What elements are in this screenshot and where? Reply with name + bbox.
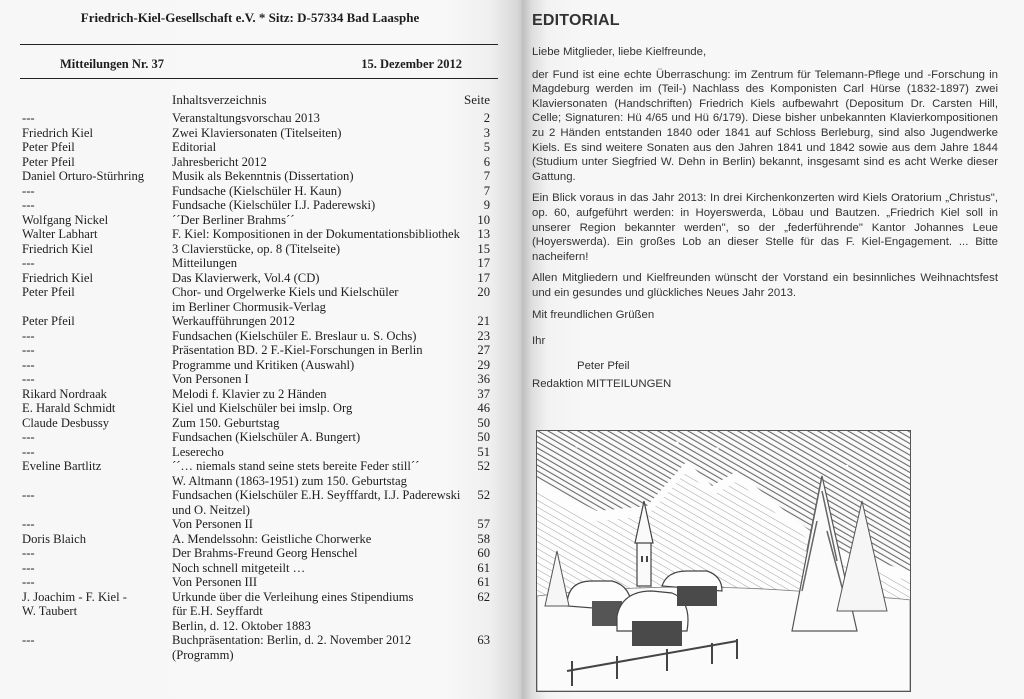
toc-author: --- bbox=[22, 372, 35, 386]
toc-entry bbox=[22, 140, 490, 155]
toc-page-number: 61 bbox=[477, 575, 490, 589]
toc-entry bbox=[22, 532, 490, 547]
toc-entry bbox=[22, 387, 490, 402]
toc-author: Peter Pfeil bbox=[22, 140, 75, 154]
toc-title-line: Musik als Bekenntnis (Dissertation) bbox=[172, 169, 354, 183]
toc-entry bbox=[22, 561, 490, 576]
toc-page-number: 2 bbox=[483, 111, 490, 125]
toc-author: Doris Blaich bbox=[22, 531, 87, 546]
toc-author: --- bbox=[22, 198, 35, 212]
toc-entry bbox=[22, 126, 490, 141]
toc-author: --- bbox=[22, 328, 35, 343]
toc-title-line: Kiel und Kielschüler bei imslp. Org bbox=[172, 401, 353, 415]
toc-title bbox=[172, 488, 464, 517]
toc-page-number: 17 bbox=[477, 256, 490, 270]
toc-author: --- bbox=[22, 357, 35, 372]
toc-page-number: 63 bbox=[477, 633, 490, 647]
toc-title bbox=[172, 459, 464, 488]
toc-title-line: Zwei Klaviersonaten (Titelseiten) bbox=[172, 125, 342, 140]
editorial-signature: Peter Pfeil bbox=[577, 359, 630, 372]
toc-title-line: Editorial bbox=[172, 140, 217, 154]
toc-title bbox=[172, 140, 464, 155]
toc-page-number: 37 bbox=[477, 386, 490, 401]
editorial-paragraph: Allen Mitgliedern und Kielfreunden wünscht der Vorstand ein besinnliches Weihnachtsfest und ein gesundes und glückliches Neues Jahr 2013. bbox=[532, 272, 998, 299]
toc-page-number: 23 bbox=[477, 328, 490, 343]
header-rule-bottom bbox=[20, 78, 498, 79]
toc-entry bbox=[22, 546, 490, 561]
toc-title-line: Von Personen I bbox=[172, 372, 249, 386]
toc-entry bbox=[22, 372, 490, 387]
toc-title bbox=[172, 198, 464, 213]
toc-page-number: 21 bbox=[477, 314, 490, 328]
editorial-paragraph: Ein Blick voraus in das Jahr 2013: In drei Kirchenkonzerten wird Kiels Oratorium „Christus", op. 60, aufgeführt werden: in Hoyerswerda, Löbau und Bautzen. „Friedrich Kiel soll in unserer Region bekannter werden", so der „federführende" Kantor Johannes Leue (Hoyerswerda). Ein großes Lob an dieser Stelle für das F. Kiel-Engagement. ... Bitte nacheifern! bbox=[532, 192, 998, 263]
toc-page-number: 52 bbox=[477, 488, 490, 502]
toc-entry bbox=[22, 314, 490, 329]
toc-author: Walter Labhart bbox=[22, 227, 98, 241]
toc-author: Friedrich Kiel bbox=[22, 270, 93, 285]
toc-title bbox=[172, 590, 464, 634]
toc-author: Peter Pfeil bbox=[22, 285, 75, 299]
toc-entry bbox=[22, 590, 490, 634]
toc-author: Friedrich Kiel bbox=[22, 241, 93, 256]
toc-page-number: 6 bbox=[483, 154, 490, 169]
toc-title-line: Fundsache (Kielschüler I.J. Paderewski) bbox=[172, 198, 376, 212]
toc-page-number: 58 bbox=[477, 531, 490, 546]
toc-title-line: Das Klavierwerk, Vol.4 (CD) bbox=[172, 270, 320, 285]
toc-author: Peter Pfeil bbox=[22, 314, 75, 328]
toc-title bbox=[172, 227, 464, 242]
toc-header bbox=[172, 92, 490, 108]
toc-title bbox=[172, 184, 464, 199]
toc-title-line: F. Kiel: Kompositionen in der Dokumentationsbibliothek bbox=[172, 227, 460, 241]
toc-title bbox=[172, 329, 464, 344]
editorial-role: Redaktion MITTEILUNGEN bbox=[532, 378, 672, 391]
toc-author: --- bbox=[22, 444, 35, 459]
toc-entry bbox=[22, 633, 490, 662]
editorial-title: EDITORIAL bbox=[532, 12, 620, 29]
toc-title-line: Werkaufführungen 2012 bbox=[172, 314, 295, 328]
toc-author: --- bbox=[22, 546, 35, 560]
toc-author: --- bbox=[22, 560, 35, 575]
toc-title-line: ´´Der Berliner Brahms´´ bbox=[172, 212, 295, 227]
toc-title-line: im Berliner Chormusik-Verlag bbox=[172, 299, 326, 314]
toc-author: --- bbox=[22, 343, 35, 357]
toc-title-line: für E.H. Seyffardt bbox=[172, 604, 263, 618]
toc-title-line: Fundsachen (Kielschüler E.H. Seyfffardt, I.J. Paderewski bbox=[172, 488, 461, 502]
toc-entry bbox=[22, 184, 490, 199]
toc-title-line: ´´… niemals stand seine stets bereite Feder still´´ bbox=[172, 459, 420, 473]
toc-page-number: 7 bbox=[483, 169, 490, 183]
toc-entry bbox=[22, 459, 490, 488]
org-header: Friedrich-Kiel-Gesellschaft e.V. * Sitz: D-57334 Bad Laasphe bbox=[80, 10, 420, 25]
toc-page-number: 3 bbox=[483, 125, 490, 140]
toc-author: --- bbox=[22, 256, 35, 270]
header-rule-top bbox=[20, 44, 498, 45]
toc-page-number: 17 bbox=[477, 270, 490, 285]
toc-title-line: Zum 150. Geburtstag bbox=[172, 415, 280, 430]
toc-page-number: 60 bbox=[477, 546, 490, 560]
winter-village-illustration bbox=[536, 430, 911, 692]
toc-title-line: (Programm) bbox=[172, 647, 234, 662]
toc-page-number: 50 bbox=[477, 415, 490, 430]
toc-author: Claude Desbussy bbox=[22, 415, 110, 430]
issue-row bbox=[60, 57, 462, 72]
toc-title bbox=[172, 561, 464, 576]
toc-title bbox=[172, 155, 464, 170]
toc-author: --- bbox=[22, 488, 35, 502]
toc-entry bbox=[22, 242, 490, 257]
toc-title bbox=[172, 271, 464, 286]
toc-title bbox=[172, 126, 464, 141]
toc-entry bbox=[22, 575, 490, 590]
toc-page-number: 20 bbox=[477, 285, 490, 299]
table-of-contents bbox=[22, 111, 490, 662]
toc-title bbox=[172, 401, 464, 416]
toc-entry bbox=[22, 111, 490, 126]
toc-title bbox=[172, 387, 464, 402]
toc-title-line: Fundsache (Kielschüler H. Kaun) bbox=[172, 183, 342, 198]
toc-page-number: 27 bbox=[477, 343, 490, 357]
toc-title-line: Fundsachen (Kielschüler E. Breslaur u. S. Ochs) bbox=[172, 328, 417, 343]
toc-entry bbox=[22, 169, 490, 184]
toc-heading: Inhaltsverzeichnis bbox=[172, 92, 267, 107]
toc-page-number: 61 bbox=[477, 560, 490, 575]
toc-entry bbox=[22, 256, 490, 271]
toc-entry bbox=[22, 416, 490, 431]
right-page bbox=[522, 0, 1024, 699]
toc-author: Friedrich Kiel bbox=[22, 125, 93, 140]
toc-title bbox=[172, 517, 464, 532]
toc-title bbox=[172, 242, 464, 257]
toc-title-line: W. Altmann (1863-1951) zum 150. Geburtstag bbox=[172, 473, 407, 488]
issue-date: 15. Dezember 2012 bbox=[361, 57, 462, 71]
toc-page-number: 5 bbox=[483, 140, 490, 154]
toc-author: --- bbox=[22, 633, 35, 647]
toc-title-line: Buchpräsentation: Berlin, d. 2. November 2012 bbox=[172, 633, 412, 647]
toc-author: Wolfgang Nickel bbox=[22, 212, 109, 227]
toc-title bbox=[172, 546, 464, 561]
toc-author: Eveline Bartlitz bbox=[22, 459, 102, 473]
toc-title bbox=[172, 445, 464, 460]
toc-page-number: 29 bbox=[477, 357, 490, 372]
toc-page-number: 51 bbox=[477, 444, 490, 459]
editorial-closing: Mit freundlichen Grüßen bbox=[532, 308, 655, 321]
toc-title-line: Programme und Kritiken (Auswahl) bbox=[172, 357, 355, 372]
toc-page-number: 57 bbox=[477, 517, 490, 531]
toc-title-line: Von Personen III bbox=[172, 575, 258, 589]
toc-title-line: A. Mendelssohn: Geistliche Chorwerke bbox=[172, 531, 372, 546]
toc-page-number: 50 bbox=[477, 430, 490, 444]
toc-page-number: 36 bbox=[477, 372, 490, 386]
toc-title-line: Berlin, d. 12. Oktober 1883 bbox=[172, 618, 311, 633]
toc-author: --- bbox=[22, 517, 35, 531]
toc-title bbox=[172, 169, 464, 184]
toc-entry bbox=[22, 445, 490, 460]
toc-title bbox=[172, 343, 464, 358]
toc-title bbox=[172, 358, 464, 373]
toc-title bbox=[172, 111, 464, 126]
toc-title-line: Präsentation BD. 2 F.-Kiel-Forschungen in Berlin bbox=[172, 343, 423, 357]
toc-title-line: und O. Neitzel) bbox=[172, 502, 250, 517]
editorial-greeting: Liebe Mitglieder, liebe Kielfreunde, bbox=[532, 46, 707, 58]
toc-page-number: 15 bbox=[477, 241, 490, 256]
toc-title-line: Urkunde über die Verleihung eines Stipendiums bbox=[172, 589, 414, 604]
toc-author: Rikard Nordraak bbox=[22, 386, 107, 401]
editorial-paragraph: der Fund ist eine echte Überraschung: im Zentrum für Telemann-Pflege und -Forschung in Magdeburg werden im (Teil-) Nachlass des Komponisten Carl Hürse (1832-1897) zwei Klaviersonaten (Handschriften) Friedrich Kiels aufbewahrt (Depositum Dr. Carsten Hill, Celle; Signaturen: Hü 4/65 und Hü 6/179). Diese bisher unbekannten Klavierkompositionen zu 2 Händen entstanden 1840 oder 1841 auf Schloss Berleburg, sind also Jugendwerke Kiels. Es sind weitere Sonaten aus den Jahren 1841 und 1842 sowie aus dem Jahre 1844 (Studium unter Siegfried W. Dehn in Berlin) bekannt, insgesamt sind es acht Werke dieser Gattung. bbox=[532, 68, 998, 183]
toc-title-line: Mitteilungen bbox=[172, 256, 238, 270]
toc-entry bbox=[22, 358, 490, 373]
toc-page-number: 7 bbox=[483, 183, 490, 198]
toc-title-line: Leserecho bbox=[172, 444, 224, 459]
toc-title bbox=[172, 416, 464, 431]
toc-title-line: Melodi f. Klavier zu 2 Händen bbox=[172, 386, 327, 401]
toc-title-line: Fundsachen (Kielschüler A. Bungert) bbox=[172, 430, 361, 444]
toc-author: --- bbox=[22, 111, 35, 125]
toc-entry bbox=[22, 401, 490, 416]
toc-title-line: Jahresbericht 2012 bbox=[172, 154, 267, 169]
toc-title bbox=[172, 256, 464, 271]
toc-author: Peter Pfeil bbox=[22, 154, 75, 169]
toc-page-number: 62 bbox=[477, 589, 490, 604]
toc-page-number: 9 bbox=[483, 198, 490, 212]
editorial-body bbox=[532, 45, 998, 399]
toc-page-number: 10 bbox=[477, 212, 490, 227]
toc-page-number: 52 bbox=[477, 459, 490, 473]
page-column-heading: Seite bbox=[464, 92, 490, 107]
toc-title bbox=[172, 213, 464, 228]
toc-title bbox=[172, 532, 464, 547]
toc-author: E. Harald Schmidt bbox=[22, 401, 116, 415]
toc-author: Daniel Orturo-Stürhring bbox=[22, 169, 145, 183]
toc-entry bbox=[22, 198, 490, 213]
toc-entry bbox=[22, 329, 490, 344]
toc-title-line: Von Personen II bbox=[172, 517, 253, 531]
toc-author: J. Joachim - F. Kiel - W. Taubert bbox=[22, 589, 127, 618]
toc-page-number: 46 bbox=[477, 401, 490, 415]
toc-entry bbox=[22, 213, 490, 228]
toc-entry bbox=[22, 155, 490, 170]
winter-scene-drawing bbox=[537, 431, 910, 691]
toc-title bbox=[172, 575, 464, 590]
toc-title bbox=[172, 633, 464, 662]
toc-entry bbox=[22, 430, 490, 445]
toc-title bbox=[172, 314, 464, 329]
issue-number: Mitteilungen Nr. 37 bbox=[60, 57, 165, 71]
toc-author: --- bbox=[22, 430, 35, 444]
toc-title-line: Der Brahms-Freund Georg Henschel bbox=[172, 546, 358, 560]
editorial-ihr: Ihr bbox=[532, 335, 546, 348]
toc-title-line: Noch schnell mitgeteilt … bbox=[172, 560, 306, 575]
toc-title bbox=[172, 372, 464, 387]
toc-page-number: 13 bbox=[477, 227, 490, 241]
toc-title bbox=[172, 285, 464, 314]
toc-entry bbox=[22, 271, 490, 286]
toc-entry bbox=[22, 227, 490, 242]
toc-title-line: 3 Clavierstücke, op. 8 (Titelseite) bbox=[172, 241, 341, 256]
toc-entry bbox=[22, 517, 490, 532]
toc-entry bbox=[22, 343, 490, 358]
toc-title bbox=[172, 430, 464, 445]
toc-author: --- bbox=[22, 183, 35, 198]
toc-author: --- bbox=[22, 575, 35, 589]
toc-entry bbox=[22, 285, 490, 314]
toc-title-line: Veranstaltungsvorschau 2013 bbox=[172, 111, 320, 125]
toc-entry bbox=[22, 488, 490, 517]
toc-title-line: Chor- und Orgelwerke Kiels und Kielschüler bbox=[172, 285, 399, 299]
